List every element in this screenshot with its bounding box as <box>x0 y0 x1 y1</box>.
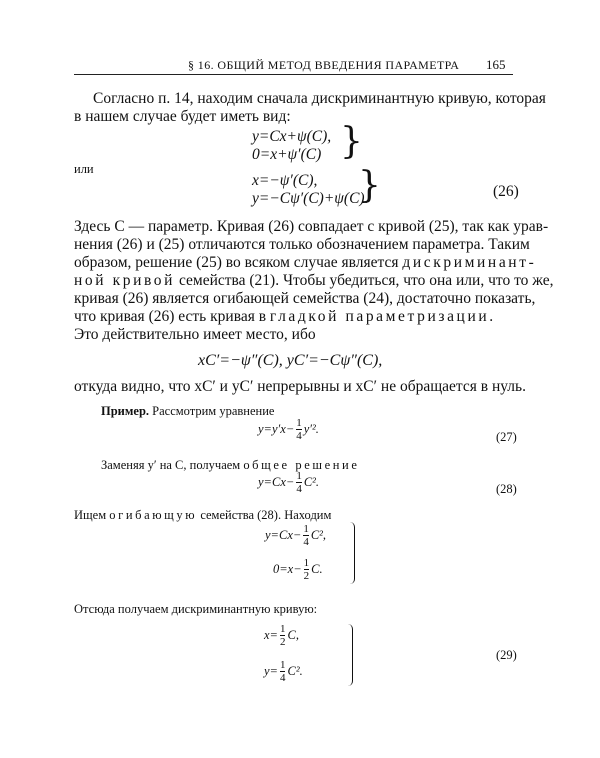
right-brace: } <box>358 165 381 206</box>
text-line: Согласно п. 14, находим сначала дискриминантную кривую, которая <box>93 90 546 107</box>
text-line: Здесь C — параметр. Кривая (26) совпадает с кривой (25), так как урав- <box>74 218 549 235</box>
equation-27: y=y′x− $\frac{1}{4}$ y′². <box>258 417 319 442</box>
equation-line: y=−Cψ′(C)+ψ(C). <box>252 190 369 207</box>
text-line: что кривая (26) есть кривая в гладкой параметризации. <box>74 308 496 325</box>
equation-line: xC′=−ψ″(C), yC′=−Cψ″(C), <box>198 352 383 369</box>
text-line: или <box>74 162 94 176</box>
equation-line: y= $\frac{1}{4}$ C². <box>264 659 303 684</box>
right-brace <box>348 624 353 686</box>
equation-line: y=Cx− $\frac{1}{4}$ C², <box>265 523 327 548</box>
text-line: в нашем случае будет иметь вид: <box>74 108 291 125</box>
text-line: Ищем огибающую семейства (28). Находим <box>74 508 332 522</box>
text-line: Это действительно имеет место, ибо <box>74 326 316 343</box>
text-line: образом, решение (25) во всяком случае является дискриминант- <box>74 254 537 271</box>
running-header: § 16. ОБЩИЙ МЕТОД ВВЕДЕНИЯ ПАРАМЕТРА <box>188 58 460 72</box>
header-rule <box>74 74 513 75</box>
equation-line: x= $\frac{1}{2}$ C, <box>264 623 299 648</box>
example-label: Пример. <box>101 404 150 418</box>
equation-number: (26) <box>493 183 519 200</box>
page-number: 165 <box>486 57 506 72</box>
equation-number: (28) <box>496 482 517 496</box>
text-line: Заменяя y′ на C, получаем общее решение <box>101 458 360 472</box>
equation-28: y=Cx− $\frac{1}{4}$ C². <box>258 470 320 495</box>
text-line: кривая (26) является огибающей семейства (24), достаточно показать, <box>74 290 536 307</box>
text-line: ной кривой семейства (21). Чтобы убедиться, что она или, что то же, <box>74 272 554 289</box>
equation-line: 0=x− $\frac{1}{2}$ C. <box>273 557 323 582</box>
equation-line: x=−ψ′(C), <box>252 172 318 189</box>
right-brace: } <box>340 121 363 162</box>
right-brace <box>350 522 355 584</box>
text-line: Пример. Рассмотрим уравнение <box>101 404 275 418</box>
equation-line: 0=x+ψ′(C) <box>252 146 322 163</box>
equation-line: y=Cx+ψ(C), <box>252 128 332 145</box>
text-line: Отсюда получаем дискриминантную кривую: <box>74 602 318 616</box>
equation-number: (27) <box>496 430 517 444</box>
equation-number: (29) <box>496 648 517 662</box>
text-line: нения (26) и (25) отличаются только обозначением параметра. Таким <box>74 236 530 253</box>
text-line: откуда видно, что xC′ и yC′ непрерывны и xC′ не обращается в нуль. <box>74 378 526 395</box>
